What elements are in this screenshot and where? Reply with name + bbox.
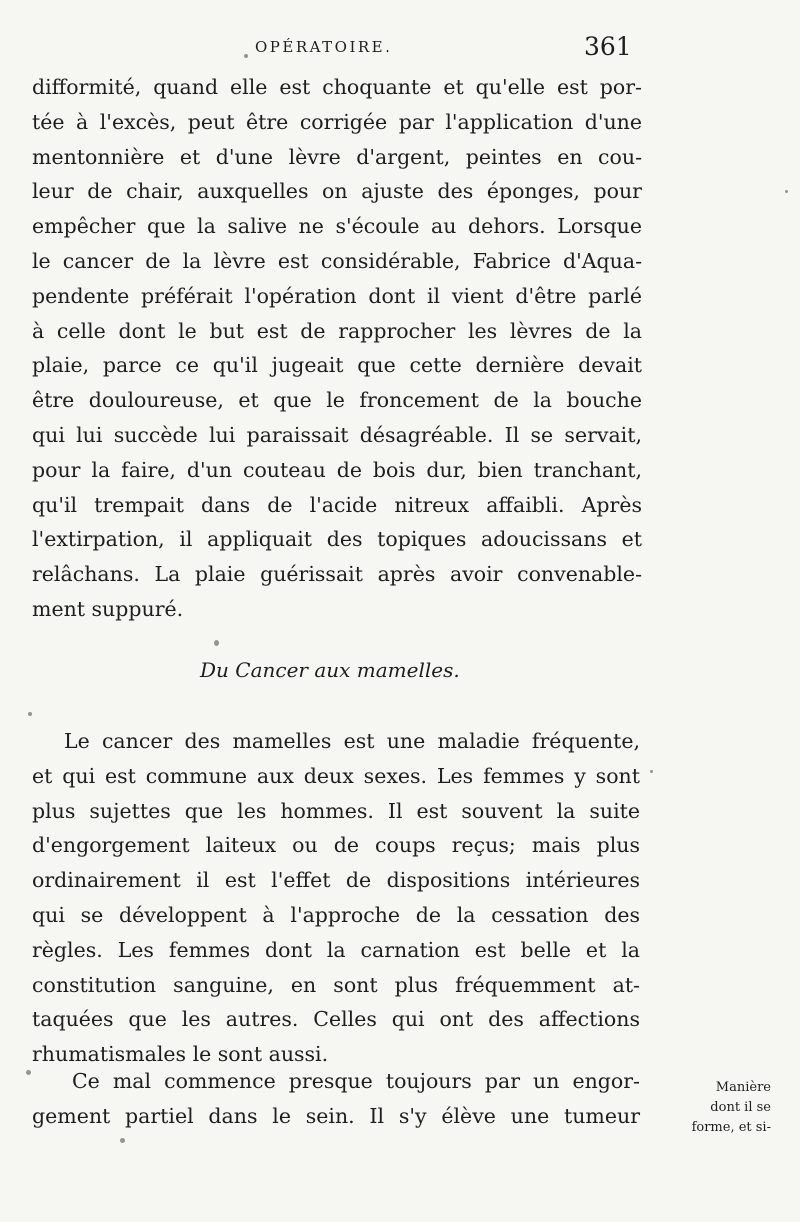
text-line: constitution sanguine, en sont plus fréquemment at- [32,972,640,997]
print-speck [26,1070,31,1075]
text-line: rhumatismales le sont aussi. [32,1042,329,1067]
text-line: être douloureuse, et que le froncement de la bouche [32,388,642,413]
text-line: qui se développent à l'approche de la cessation des [32,902,640,927]
text-line: relâchans. La plaie guérissait après avoir convenable- [32,562,642,587]
print-speck [214,640,219,646]
print-speck [785,190,788,193]
text-line: et qui est commune aux deux sexes. Les femmes y sont [32,763,640,788]
text-line: ment suppuré. [32,596,184,621]
text-line: plaie, parce ce qu'il jugeait que cette dernière devait [32,353,642,378]
text-line: l'extirpation, il appliquait des topiques adoucissans et [32,527,642,552]
text-line: gement partiel dans le sein. Il s'y élève une tumeur [32,1103,640,1128]
text-line: pour la faire, d'un couteau de bois dur, bien tranchant, [32,457,642,482]
text-line: qui lui succède lui paraissait désagréable. Il se servait, [32,422,642,447]
print-speck [244,54,248,58]
text-line: règles. Les femmes dont la carnation est belle et la [32,937,640,962]
text-line: taquées que les autres. Celles qui ont des affections [32,1007,640,1032]
paragraph-3 [32,1064,640,1134]
margin-note-line: Manière [715,1080,771,1095]
margin-note [651,1078,771,1138]
section-heading: Du Cancer aux mamelles. [200,658,460,682]
text-line: plus sujettes que les hommes. Il est souvent la suite [32,798,640,823]
text-line: ordinairement il est l'effet de dispositions intérieures [32,868,640,893]
text-line: le cancer de la lèvre est considérable, Fabrice d'Aqua- [32,248,642,273]
margin-note-line: dont il se [710,1100,771,1115]
text-line: Le cancer des mamelles est une maladie fréquente, [64,729,640,753]
running-head [0,34,800,64]
paragraph-1 [32,70,642,627]
margin-note-line: forme, et si- [691,1120,771,1135]
text-line: à celle dont le but est de rapprocher les lèvres de la [32,318,642,343]
print-speck [120,1138,125,1143]
running-title: OPÉRATOIRE. [255,38,393,56]
print-speck [650,770,653,773]
text-line: leur de chair, auxquelles on ajuste des éponges, pour [32,179,642,204]
text-line: pendente préférait l'opération dont il vient d'être parlé [32,283,642,308]
page-number: 361 [584,32,632,61]
text-line: empêcher que la salive ne s'écoule au dehors. Lorsque [32,214,642,239]
text-line: qu'il trempait dans de l'acide nitreux affaibli. Après [32,492,642,517]
text-line: tée à l'excès, peut être corrigée par l'application d'une [32,109,642,134]
paragraph-2 [32,724,640,1072]
text-line: Ce mal commence presque toujours par un engor- [72,1069,640,1093]
text-line: d'engorgement laiteux ou de coups reçus; mais plus [32,833,640,858]
text-line: mentonnière et d'une lèvre d'argent, peintes en cou- [32,144,642,169]
print-speck [28,712,32,716]
text-line: difformité, quand elle est choquante et qu'elle est por- [32,75,642,99]
